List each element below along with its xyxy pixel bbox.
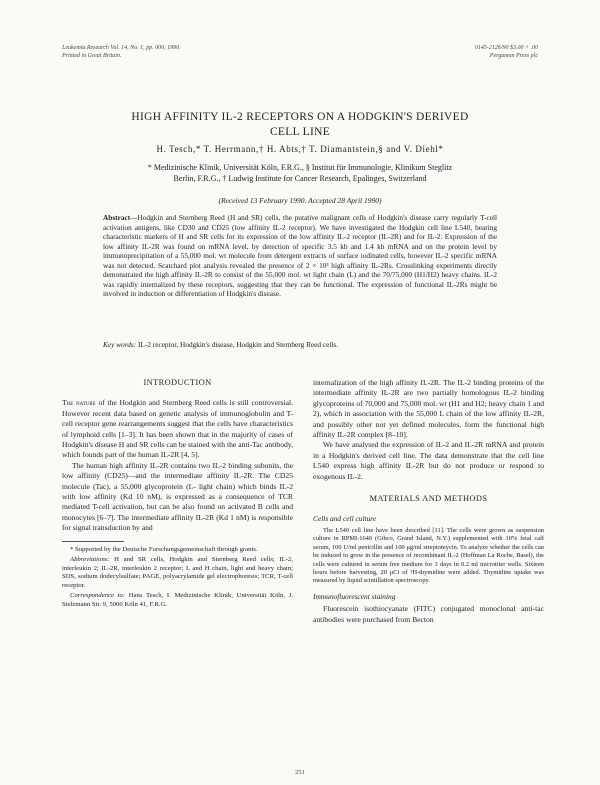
footnotes [62,546,293,610]
left-column [62,378,293,611]
correspondence-footnote [62,592,293,610]
page-number: 251 [295,769,305,776]
article-title [60,110,540,140]
intro-paragraph-3: We have analysed the expression of IL-2 and IL-2R mRNA and protein in a Hodgkin's derived cell line. The data demonstrate that the cell line L540 express high affinity IL-2R but do not produce or respond to exogenous IL-2. [313,440,544,481]
intro-paragraph-1 [62,398,293,460]
correspondence-text: Hans Tesch, I. Medizinische Klinik, Universität Köln, J. Stelzmann Str. 9, 5000 Köln 41, F.R.G. [62,592,293,609]
journal-line-1: Leukemia Research Vol. 14, No. 1, pp. 000, 1990. [62,45,181,51]
title-line-1: HIGH AFFINITY IL-2 RECEPTORS ON A HODGKIN'S DERIVED [131,111,469,123]
support-footnote: * Supported by the Deutsche Forschungsgemeinschaft through grants. [70,545,258,553]
keywords [103,340,497,350]
introduction-heading: INTRODUCTION [143,378,212,387]
price-line-1: 0145-2126/90 $3.00 + .00 [474,45,538,51]
staining-subheading: Immunofluorescent staining [313,591,396,601]
price-notice [475,44,538,60]
keywords-label: Key words: [103,340,137,349]
intro-paragraph-2: The human high affinity IL-2R contains two IL-2 binding subunits, the low affinity (CD25)—and the intermediate affinity IL-2R. The CD25 molecule (Tac), a 55,000 glycoprotein (L- light chain) which binds IL-2 with low affinity (Kd 10 nM), is expressed as a consequence of TCR mediated T-cell activation, but can be also found on activated B cells and monocytes [6–7]. The intermediate affinity IL-2R (Kd 1 nM) is responsible for signal transduction by and [62,460,293,533]
affiliations [60,162,540,184]
abbreviations-label: Abbreviations: [70,555,110,563]
author-list: H. Tesch,* T. Herrmann,† H. Abts,† T. Diamantstein,§ and V. Diehl* [156,144,444,154]
title-line-2: CELL LINE [269,126,331,138]
abstract-label: Abstract [103,213,131,222]
abstract [103,213,497,299]
abstract-text: —Hodgkin and Sternberg Reed (H and SR) cells, the putative malignant cells of Hodgkin's disease carry regularly T-cell activation antigens, like CD30 and CD25 (low affinity IL-2 receptor). We have investigated the Hodgkin cell line L540, bearing characteristic markers of H and SR cells for its expression of the low affinity IL-2 receptor (IL-2R) and for IL-2. Expression of the low affinity IL-2R was found on mRNA level, by detection of specific 3.5 kb and 1.4 kb mRNA and on the protein level by immunoprecipitation of a 55,000 mol. wt molecule from detergent extracts of surface iodinated cells, however IL-2 specific mRNA was not detected. Scatchard plot analysis revealed the presence of 2 × 10³ high affinity IL-2Rs. Crosslinking experiments directly demonstrated the high affinity IL-2R to consist of the 55,000 mol. wt light chain (L) and the 70/75,000 (H1/H2) heavy chains. IL-2 was rapidly internalized by these receptors, suggesting that they can be functional. The expression of functional IL-2Rs might be involved in induction or differentiation of Hodgkin's disease. [103,213,497,298]
methods-heading: MATERIALS AND METHODS [369,494,488,504]
price-line-2: Pergamon Press plc [489,53,538,59]
affiliation-line-1: * Medizinische Klinik, Universität Köln, F.R.G., § Institut für Immunologie, Klinikum Steglitz [147,163,453,172]
right-column [313,378,544,625]
footnote-rule [62,541,124,542]
journal-citation [62,44,181,60]
methods-paragraph-1: The L540 cell line have been described [11]. The cells were grown as suspension culture in RPMI-1640 (Gibco, Grand Island, N.Y.) supplemented with 10% fetal calf serum, 100 U/ml penicillin and 100 μg/ml streptomycin. To analyze whether the cells can be induced to grow in the presence of recombinant IL-2 (Hoffman La Roche, Basel), the cells were cultured in serum free medium for 3 days in 0.2 ml microtiter wells. Sixteen hours before harvesting, 20 μCi of ³H-thymidine were added. Thymidine uptake was measured by liquid scintillation spectroscopy. [313,526,544,585]
received-dates: (Received 13 February 1990. Accepted 28 April 1990) [218,196,382,205]
methods-paragraph-2: Fluorescein isothiocyanate (FITC) conjugated monoclonal anti-tac antibodies were purchased from Becton [313,604,544,624]
intro-lead-in: The nature [62,398,96,408]
intro-continuation: internalization of the high affinity IL-2R. The IL-2 binding proteins of the intermediate affinity IL-2R are two partially homologous IL-2 binding glycoproteins of 70,000 and 75,000 mol. wt (H1 and H2; heavy chain 1 and 2), which in association with the 55,000 L chain of the low affinity IL-2R, and possibly other not yet defined molecules, form the functional high affinity IL-2R complex [8–10]. [313,378,544,440]
intro-p1-text: of the Hodgkin and Sternberg Reed cells is still controversial. However recent data based on genetic analysis of immunoglobulin and T-cell receptor gene rearrangements suggest that the cells have characteristics of lymphoid cells [1–3]. It has been shown that in the majority of cases of Hodgkin's disease H and SR cells can be stained with the anti-Tac antibody, which founds part of the human IL-2R [4, 5]. [62,398,293,460]
correspondence-label: Correspondence to: [70,592,126,600]
abbreviations-footnote [62,556,293,592]
keywords-text: IL-2 receptor, Hodgkin's disease, Hodgkin and Sternberg Reed cells. [138,340,339,349]
journal-line-2: Printed in Great Britain. [62,53,122,59]
cell-culture-subheading: Cells and cell culture [313,514,377,524]
affiliation-line-2: Berlin, F.R.G., † Ludwig Institute for Cancer Research, Epalinges, Switzerland [173,174,427,183]
abbreviations-text: H and SR cells, Hodgkin and Sternberg Reed cells; IL-2, interleukin 2; IL-2R, interleukin 2 receptor; L and H chain, light and heavy chain; SDS, sodium dodecylsulfate; PAGE, polyacrylamide gel electrophoresis; TCR, T-cell receptor. [62,555,293,590]
